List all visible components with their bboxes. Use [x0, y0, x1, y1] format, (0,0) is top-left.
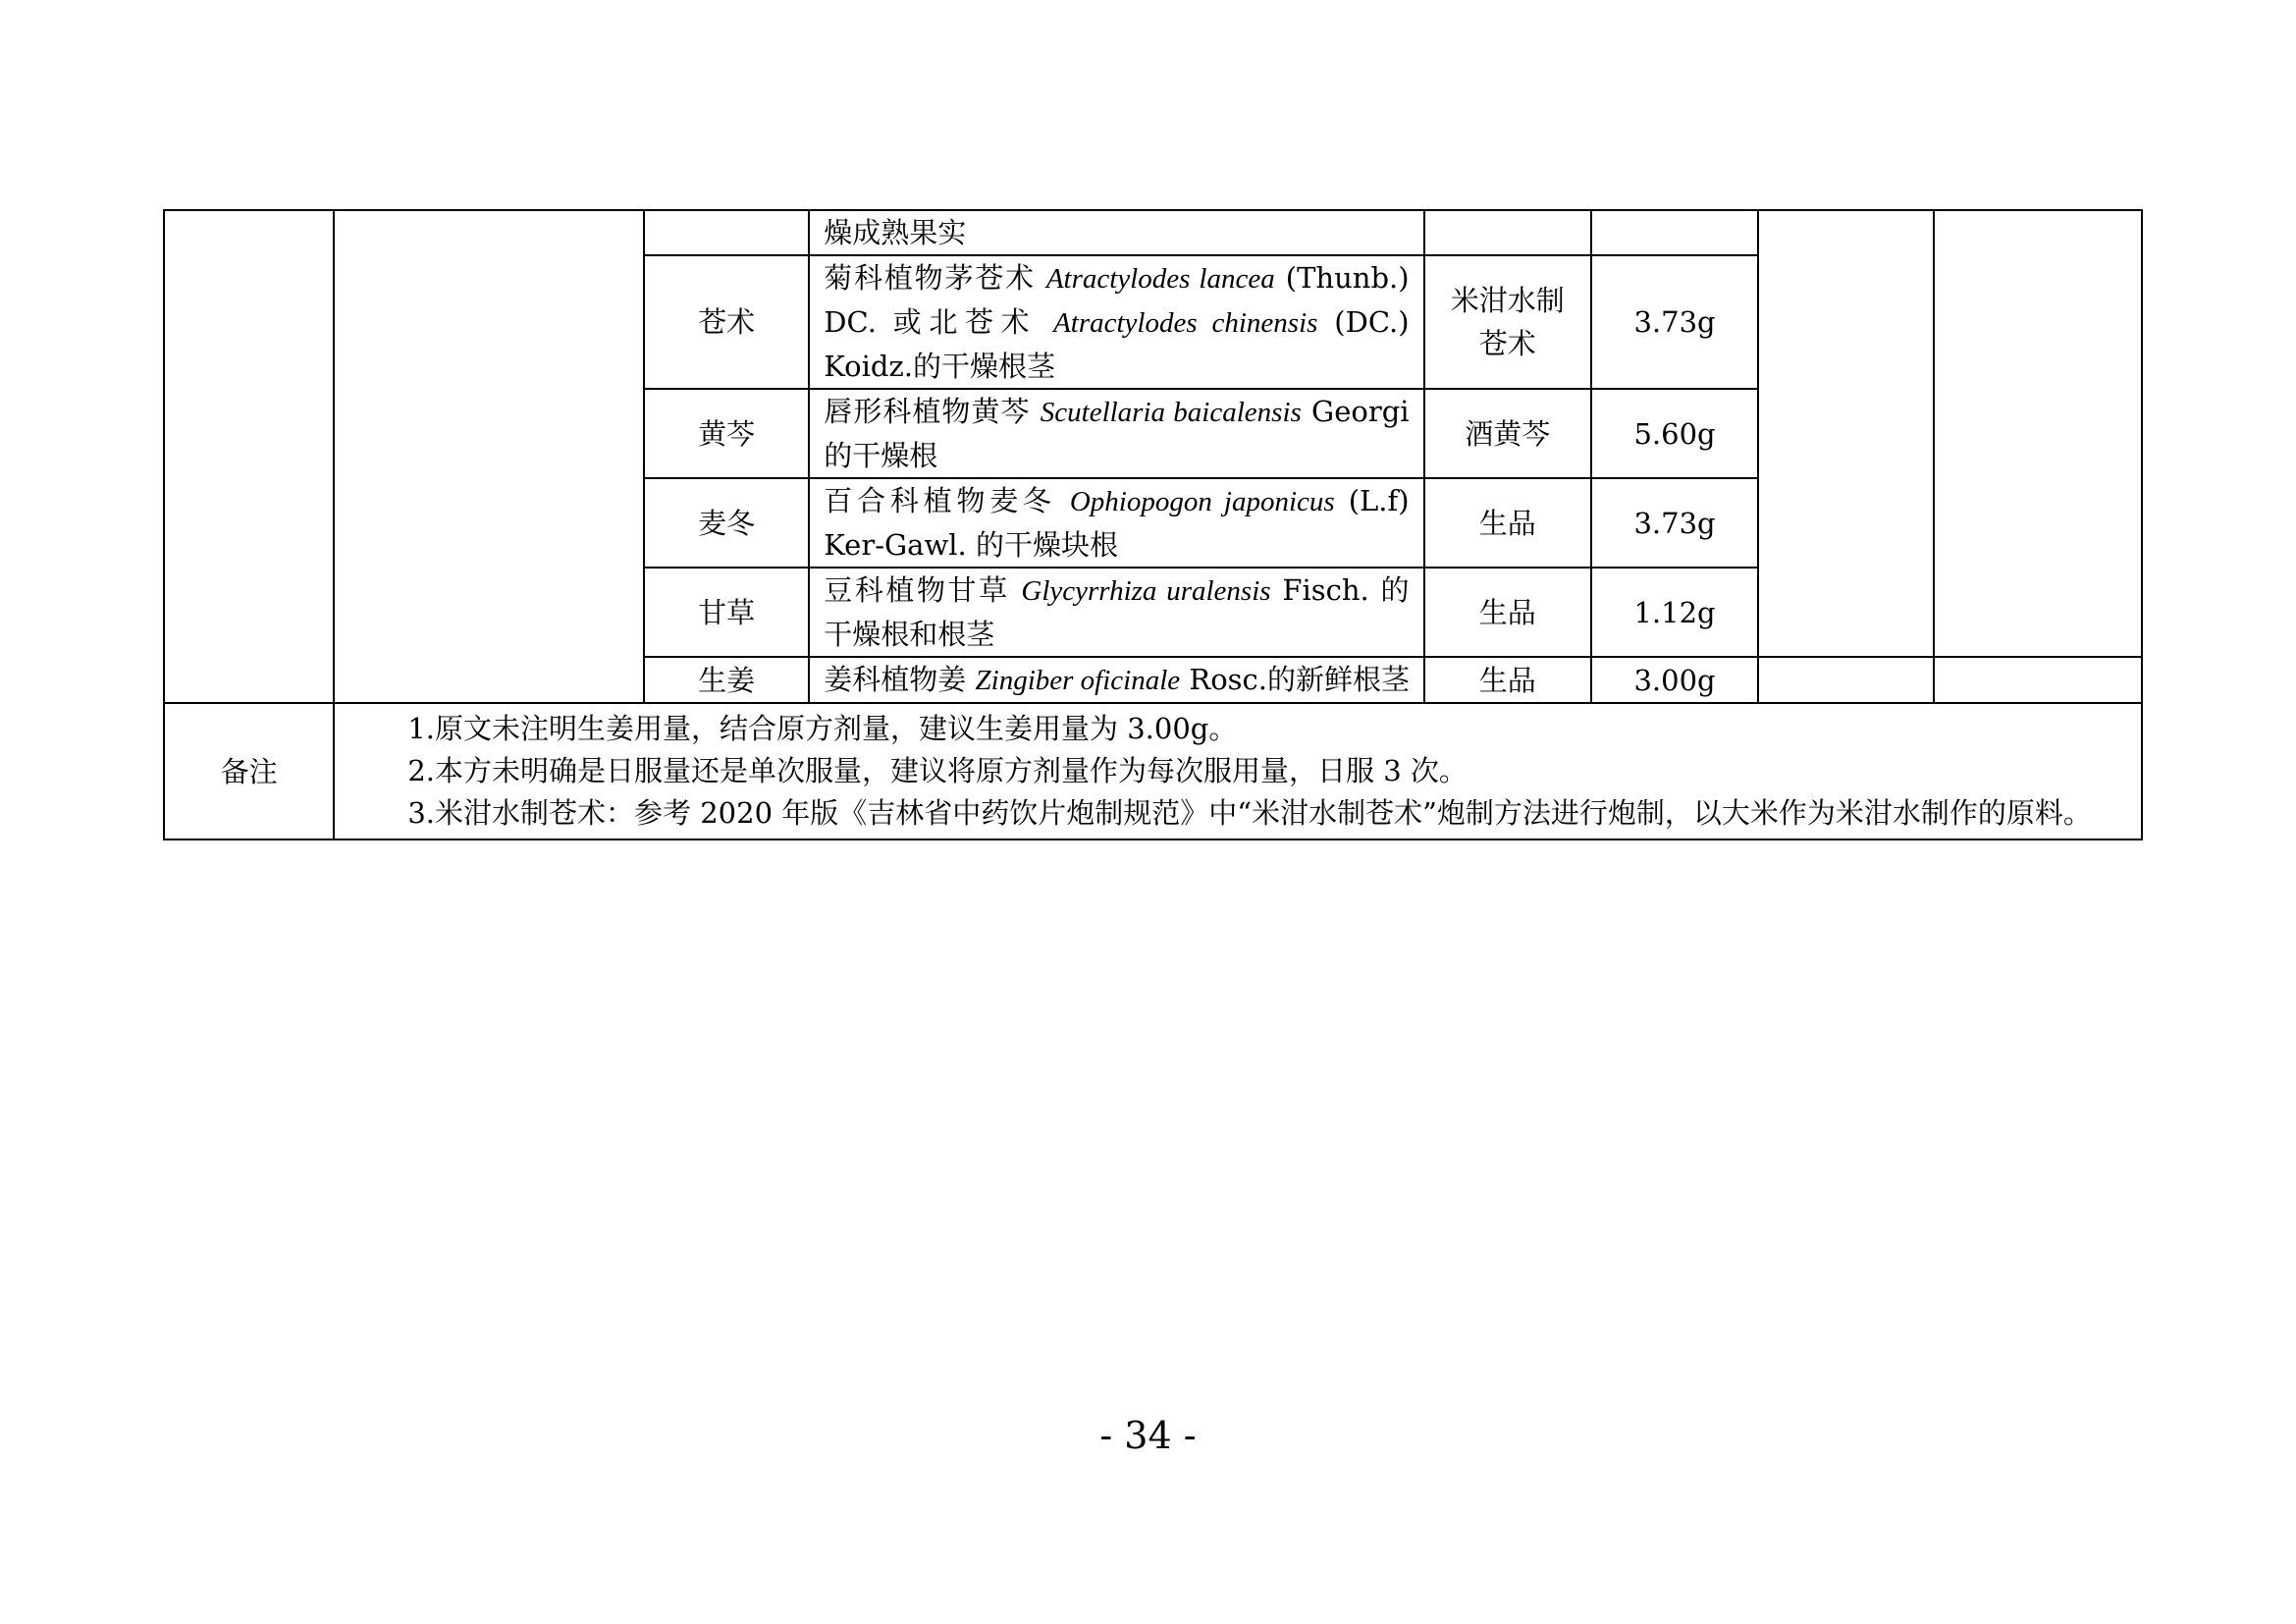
source-text: Georgi 的干燥根 [824, 395, 1410, 472]
source-text: 姜科植物姜 [824, 663, 976, 696]
herb-source-cell: 燥成熟果实 [809, 210, 1423, 255]
herb-name-cell [644, 210, 809, 255]
herb-source-cell [809, 478, 1423, 568]
remarks-cell [334, 703, 2142, 839]
empty-cell [1758, 210, 1933, 657]
herb-name-cell: 生姜 [644, 657, 809, 703]
source-text: (DC.) Koidz.的干燥根茎 [824, 305, 1410, 383]
herb-name-cell: 苍术 [644, 255, 809, 389]
processing-cell: 酒黄芩 [1424, 389, 1591, 478]
empty-cell [1934, 657, 2142, 703]
source-text: 豆科植物甘草 [824, 573, 1022, 607]
empty-cell [1934, 210, 2142, 657]
dose-cell [1591, 210, 1758, 255]
source-text: Fisch. 的干燥根和根茎 [824, 573, 1410, 651]
processing-cell: 生品 [1424, 657, 1591, 703]
empty-cell [334, 210, 644, 703]
herb-source-cell [809, 568, 1423, 657]
remarks-row [164, 703, 2142, 839]
page-number: - 34 - [1099, 1414, 1197, 1457]
processing-cell [1424, 210, 1591, 255]
source-text: (Thunb.) DC. 或北苍术 [824, 261, 1410, 339]
remark-line: 1.原文未注明生姜用量，结合原方剂量，建议生姜用量为 3.00g。 [407, 712, 1238, 745]
herb-name-cell: 麦冬 [644, 478, 809, 568]
herb-name-cell: 甘草 [644, 568, 809, 657]
source-text: 百合科植物麦冬 [824, 484, 1070, 517]
herb-name-cell: 黄芩 [644, 389, 809, 478]
dose-cell: 3.00g [1591, 657, 1758, 703]
latin-name: Ophiopogon japonicus [1069, 486, 1335, 517]
table-row [164, 210, 2142, 255]
latin-name: Zingiber oficinale [975, 665, 1181, 696]
empty-cell [1758, 657, 1933, 703]
dose-cell: 3.73g [1591, 478, 1758, 568]
source-text: Rosc.的新鲜根茎 [1180, 663, 1410, 696]
dose-cell: 5.60g [1591, 389, 1758, 478]
herb-source-cell [809, 255, 1423, 389]
empty-cell [164, 210, 334, 703]
latin-name: Scutellaria baicalensis [1040, 397, 1302, 428]
latin-name: Atractylodes chinensis [1053, 307, 1318, 339]
dose-cell: 1.12g [1591, 568, 1758, 657]
remark-line: 3.米泔水制苍术：参考 2020 年版《吉林省中药饮片炮制规范》中“米泔水制苍术”炮制方法进行炮制，以大米作为米泔水制作的原料。 [407, 796, 2092, 830]
herb-table [163, 209, 2143, 840]
processing-cell: 米泔水制苍术 [1424, 255, 1591, 389]
herb-source-cell [809, 657, 1423, 703]
source-text: 唇形科植物黄芩 [824, 395, 1041, 428]
remark-line: 2.本方未明确是日服量还是单次服量，建议将原方剂量作为每次服用量，日服 3 次。 [407, 754, 1468, 787]
processing-cell: 生品 [1424, 478, 1591, 568]
remarks-label: 备注 [164, 703, 334, 839]
dose-cell: 3.73g [1591, 255, 1758, 389]
latin-name: Atractylodes lancea [1045, 263, 1275, 295]
latin-name: Glycyrrhiza uralensis [1021, 575, 1271, 607]
source-text: (L.f) Ker-Gawl. 的干燥块根 [824, 484, 1410, 562]
processing-cell: 生品 [1424, 568, 1591, 657]
herb-source-cell [809, 389, 1423, 478]
source-text: 菊科植物茅苍术 [824, 261, 1046, 295]
